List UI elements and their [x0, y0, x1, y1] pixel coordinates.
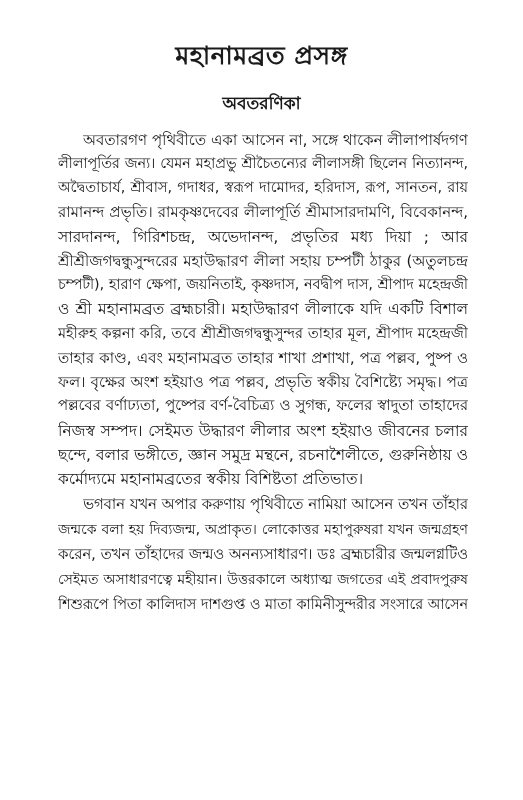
text-line: অবতারগণ পৃথিবীতে একা আসেন না, সঙ্গে থাকেন লীলাপার্ষদগণ	[83, 131, 468, 149]
text-line: ও শ্রী মহানামব্রত ব্রহ্মচারী। মহাউদ্ধারণ লীলাকে যদি একটি বিশাল	[58, 300, 468, 318]
text-line: সারদানন্দ, গিরিশচন্দ্র, অভেদানন্দ, প্রভৃতির মধ্য দিয়া ; আর	[58, 228, 468, 246]
text-line: মহীরুহ কল্পনা করি, তবে শ্রীশ্রীজগদ্বন্ধুসুন্দর তাহার মূল, শ্রীপাদ মহেন্দ্রজী	[58, 326, 468, 342]
text-line: নিজস্ব সম্পদ। সেইমত উদ্ধারণ লীলার অংশ হইয়াও জীবনের চলার	[58, 422, 468, 440]
text-line: কর্মোদ্যমে মহানামব্রতের স্বকীয় বিশিষ্টতা প্রতিভাত।	[58, 470, 364, 488]
text-line: ছন্দে, বলার ভঙ্গীতে, জ্ঞান সমুদ্র মন্থনে, রচনাশৈলীতে, গুরুনিষ্ঠায় ও	[58, 446, 468, 464]
text-line: রামানন্দ প্রভৃতি। রামকৃষ্ণদেবের লীলাপূর্তি শ্রীমাসারদামণি, বিবেকানন্দ,	[58, 203, 468, 221]
text-line: ফল। বৃক্ষের অংশ হইয়াও পত্র পল্লব, প্রভৃতি স্বকীয় বৈশিষ্ট্যে সমৃদ্ধ। পত্র	[58, 373, 468, 391]
text-line: লীলাপূর্তির জন্য। যেমন মহাপ্রভু শ্রীচৈতন্যের লীলাসঙ্গী ছিলেন নিত্যানন্দ,	[58, 156, 468, 172]
section-heading: অবতরণিকা	[222, 94, 301, 114]
page-title: মহানামব্রত প্রসঙ্গ	[175, 41, 348, 70]
text-line: অদ্বৈতাচার্য, শ্রীবাস, গদাধর, স্বরূপ দামোদর, হরিদাস, রূপ, সানতন, রায়	[58, 180, 468, 196]
text-line: চম্পটী), হারাণ ক্ষেপা, জয়নিতাই, কৃষ্ণদাস, নবদ্বীপ দাস, শ্রীপাদ মহেন্দ্রজী	[58, 277, 468, 293]
text-line: শিশুরূপে পিতা কালিদাস দাশগুপ্ত ও মাতা কামিনীসুন্দরীর সংসারে আসেন	[58, 597, 468, 613]
text-line: তাহার কাণ্ড, এবং মহানামব্রত তাহার শাখা প্রশাখা, পত্র পল্লব, পুষ্প ও	[58, 349, 468, 367]
text-line: পল্লবের বর্ণাঢ্যতা, পুষ্পের বর্ণ-বৈচিত্র্য ও সুগন্ধ, ফলের স্বাদুতা তাহাদের	[58, 397, 468, 414]
text-line: করেন, তখন তাঁহাদের জন্মও অনন্যসাধারণ। ডঃ ব্রহ্মচারীর জন্মলগ্নটিও	[58, 546, 468, 563]
text-line: ভগবান যখন অপার করুণায় পৃথিবীতে নামিয়া আসেন তখন তাঁহার	[83, 496, 468, 513]
text-line: শ্রীশ্রীজগদ্বন্ধুসুন্দরের মহাউদ্ধারণ লীলা সহায় চম্পটী ঠাকুর (অতুলচন্দ্র	[58, 252, 468, 270]
text-line: সেইমত অসাধারণত্বে মহীয়ান। উত্তরকালে অধ্যাত্ম জগতের এই প্রবাদপুরুষ	[58, 572, 468, 588]
text-line: জন্মকে বলা হয় দিব্যজন্ম, অপ্রাকৃত। লোকোত্তর মহাপুরুষরা যখন জন্মগ্রহণ	[58, 522, 468, 538]
